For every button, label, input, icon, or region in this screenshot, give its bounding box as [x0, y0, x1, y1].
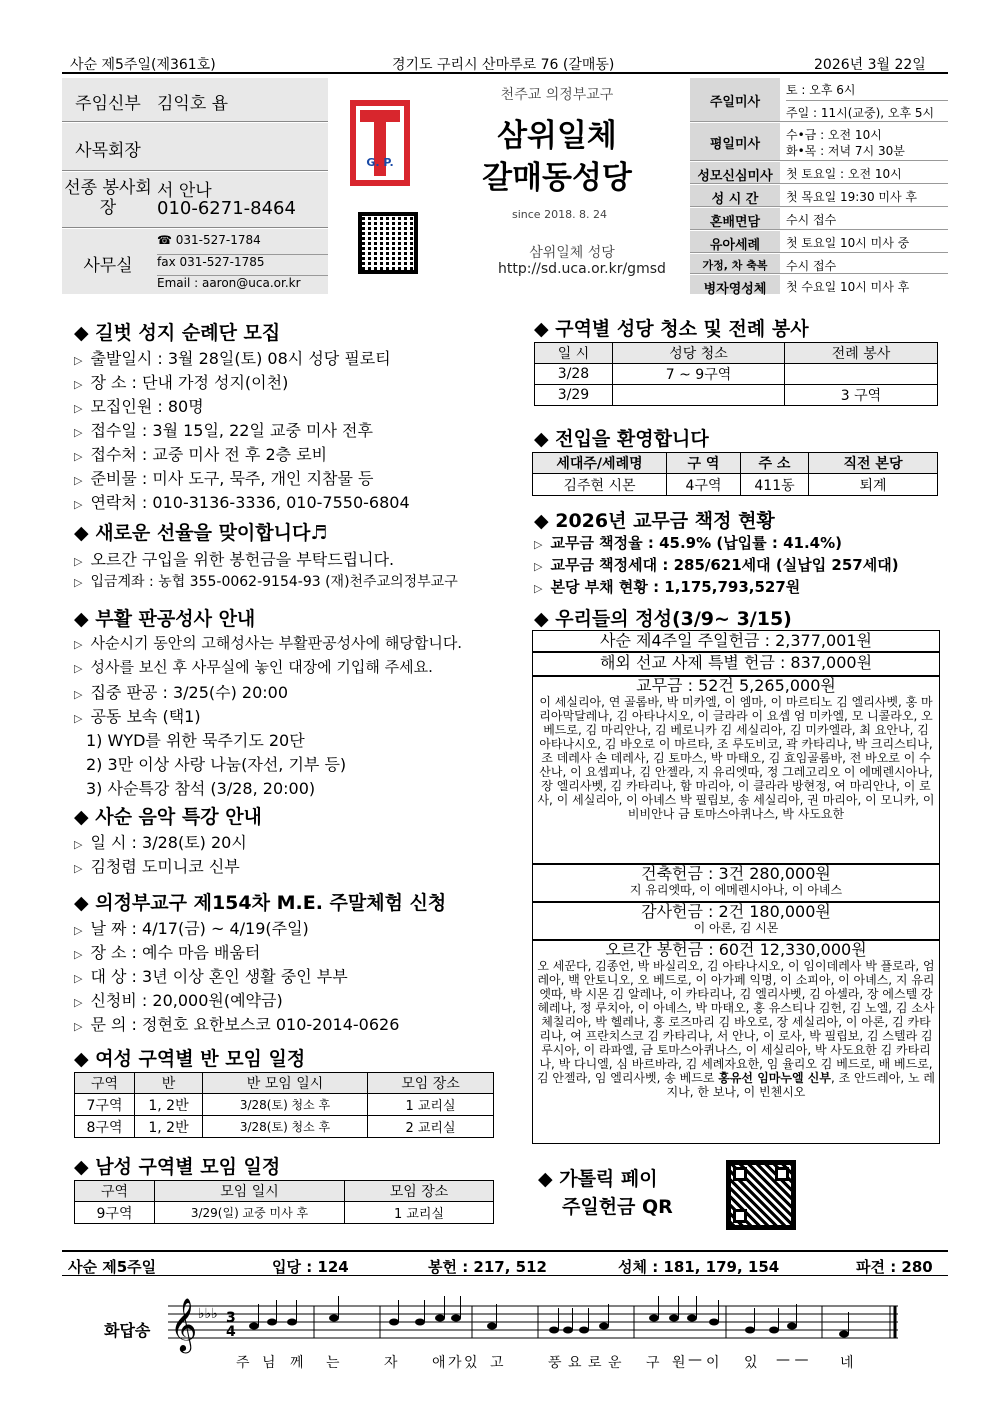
- svg-text:♭♭♭: ♭♭♭: [198, 1306, 218, 1322]
- staff-council: 사목회장: [62, 123, 328, 171]
- offering-title: ◆ 우리들의 정성(3/9~ 3/15): [534, 608, 792, 630]
- since-date: since 2018. 8. 24: [512, 208, 608, 221]
- note-head: [329, 1315, 339, 1322]
- catholic-pay-title: ◆ 가톨릭 페이: [538, 1168, 658, 1190]
- note-head: [745, 1327, 755, 1334]
- header: [62, 78, 948, 297]
- note-head: [549, 1327, 559, 1334]
- diocese-name: 천주교 의정부교구: [500, 87, 614, 103]
- lyric-syllable: 있: [744, 1355, 758, 1371]
- welcome-table: 세대주/세례명 구 역 주 소 직전 본당 김주현 시몬 4구역 411동 퇴계: [532, 452, 938, 496]
- thanks-donors: 감사헌금 : 2건 180,000원 이 아론, 김 시몬: [532, 902, 940, 940]
- building-donors: 건축헌금 : 3건 280,000원 지 유리엣따, 이 에메렌시아나, 이 아녜스: [532, 864, 940, 902]
- lyric-syllable: 고: [490, 1355, 504, 1371]
- organ-item: ▷ 오르간 구입을 위한 봉헌금을 부탁드립니다.: [74, 550, 395, 569]
- lyric-syllable: 자: [384, 1355, 398, 1371]
- lyric-syllable: 님: [262, 1355, 276, 1371]
- table-row: 3/28 7 ~ 9구역: [535, 364, 938, 385]
- table-row: 7구역 1, 2반 3/28(토) 청소 후 1 교리실: [75, 1094, 494, 1116]
- address: 경기도 구리시 산마루로 76 (갈매동): [392, 57, 615, 73]
- parish-name-2: 갈매동성당: [482, 160, 632, 196]
- psalm-staff: [168, 1296, 908, 1356]
- table-row: 3/29 3 구역: [535, 385, 938, 406]
- tithe-title: ◆ 2026년 교무금 책정 현황: [534, 510, 775, 532]
- table-row: 9구역 3/29(일) 교중 미사 후 1 교리실: [75, 1202, 494, 1224]
- lyric-syllable: 애: [432, 1355, 446, 1371]
- parish-logo: G. P.: [350, 100, 410, 186]
- men-meeting-title: ◆ 남성 구역별 모임 일정: [74, 1156, 281, 1178]
- svg-text:𝄞: 𝄞: [170, 1297, 198, 1351]
- note-head: [669, 1315, 679, 1322]
- note-head: [267, 1319, 277, 1326]
- lyric-syllable: 운: [608, 1355, 622, 1371]
- note-head: [787, 1323, 797, 1330]
- mass-schedule: 주일미사 토 : 오후 6시 주일 : 11시(교중), 오후 5시 평일미사 수•금 : 오전 10시 화•목 : 저녁 7시 30분 성모신심미사 첫 토요일 : 오전 10시 성 시 간 첫 목요일 19:30 미사 후 혼배면담 수시 접수 유아세례 첫 토요일 10시 미사 중 가정, 차 축복 수시 접수 병자영성체 첫 수요일 10시 미사 후: [690, 78, 948, 294]
- cleaning-table: 일 시 성당 청소 전례 봉사 3/28 7 ~ 9구역 3/29 3 구역: [534, 342, 938, 406]
- note-head: [451, 1315, 461, 1322]
- organ-donors: 오르간 봉헌금 : 60건 12,330,000원 오 세꾼다, 김종언, 박 바실리오, 김 아타나시오, 이 임이데레사 박 플로라, 엄 레아, 백 안토니오, 오 베드로, 이 아가페 익명, 이 소피아, 이 아녜스, 지 유리엣따, 박 시몬 김 알레나, 이 카타리나, 김 엘리사벳, 김 아셀라, 장 에스텔 강 헤레나, 정 루치아, 이 아녜스, 박 마태오, 홍 유스티나 김헌, 김 노엘, 김 소사체칠리아, 박 헬레나, 홍 로즈마리 김 바오로, 장 세실리아, 이 아론, 김 카타리나, 여 프란치스코 김 카타리나, 서 안나, 이 로사, 박 필립보, 김 스텔라 김 루시아, 이 라파엘, 금 토마스아퀴나스, 이 세실리아, 박 사도요한 김 카타리나, 박 다니엘, 심 바르바라, 김 세례자요한, 임 율리오 김 베드로, 배 베드로, 김 안젤라, 임 엘리사벳, 송 베드로 홍유선 임마누엘 신부, 조 안드레아, 노 레지나, 한 보나, 이 빈첸시오: [532, 940, 940, 1144]
- catholic-pay-subtitle: 주일헌금 QR: [562, 1196, 673, 1218]
- site-name: 삼위일체 성당: [529, 245, 615, 261]
- staff-funeral: 선종 봉사회장 서 안나 010-6271-8464: [62, 172, 328, 228]
- psalm-label: 화답송: [104, 1321, 151, 1340]
- lyric-syllable: 구: [646, 1355, 660, 1371]
- women-meeting-title: ◆ 여성 구역별 반 모임 일정: [74, 1048, 306, 1070]
- men-meeting-table: 구역 모임 일시 모임 장소 9구역 3/29(일) 교중 미사 후 1 교리실: [74, 1180, 494, 1224]
- note-head: [563, 1327, 573, 1334]
- note-head: [687, 1315, 697, 1322]
- note-head: [389, 1319, 399, 1326]
- note-head: [839, 1331, 849, 1338]
- note-head: [487, 1323, 497, 1330]
- site-url[interactable]: http://sd.uca.or.kr/gmsd: [498, 261, 666, 277]
- staff-office: 사무실 ☎ 031-527-1784 fax 031-527-1785 Email : aaron@uca.or.kr: [62, 229, 328, 294]
- lyric-syllable: 로: [588, 1355, 602, 1371]
- organ-account: ▷ 입금계좌 : 농협 355-0062-9154-93 (재)천주교의정부교구: [74, 574, 458, 590]
- lyric-syllable: 풍: [548, 1355, 562, 1371]
- note-head: [415, 1319, 425, 1326]
- women-meeting-table: 구역 반 반 모임 일시 모임 장소 7구역 1, 2반 3/28(토) 청소 후 1 교리실 8구역 1, 2반 3/28(토) 청소 후 2 교리실: [74, 1072, 494, 1138]
- website-qr-code[interactable]: [358, 212, 418, 274]
- tithe-donors: 교무금 : 52건 5,265,000원 이 세실리아, 연 골롬바, 박 미카엘, 이 엠마, 이 마르티노 김 엘리사벳, 홍 마리아막달레나, 김 아타나시오, 이 글라라 이 요셉 엄 미카엘, 모 니콜라오, 오 베드로, 김 마리안나, 김 베로니카 김 세실리아, 김 미카엘라, 최 요안나, 김 아타나시오, 김 바오로 이 마르타, 조 루도비코, 곽 카타리나, 박 크리스티나, 조 데레사 손 데레사, 김 토마스, 박 마태오, 김 효임골롬바, 전 바오로 이 수산나, 이 요셉피나, 김 안젤라, 지 유리엣따, 정 그레고리오 이 에메렌시아나, 장 엘리사벳, 김 카타리나, 함 마리아, 이 클라라 방현정, 여 마리안나, 이 로사, 이 세실리아, 이 아녜스 박 필립보, 송 세실리아, 권 마리아, 이 모니카, 이 비비안나 금 토마스아퀴나스, 박 사도요한: [532, 676, 940, 864]
- mission-offering: 해외 선교 사제 특별 헌금 : 837,000원: [532, 652, 940, 676]
- svg-text:4: 4: [226, 1324, 236, 1340]
- lyric-syllable: 원: [672, 1355, 686, 1371]
- issue-label: 사순 제5주일(제361호): [70, 57, 216, 73]
- table-row: 김주현 시몬 4구역 411동 퇴계: [533, 474, 938, 496]
- music-lecture-title: ◆ 사순 음악 특강 안내: [74, 806, 262, 828]
- lyric-syllable: 께: [290, 1355, 304, 1371]
- staff-pastor: 주임신부 김익호 욥: [62, 78, 328, 122]
- issue-date: 2026년 3월 22일: [814, 57, 926, 73]
- note-head: [579, 1327, 589, 1334]
- top-bar: [62, 52, 948, 74]
- parish-name-1: 삼위일체: [497, 118, 617, 154]
- confession-title: ◆ 부활 판공성사 안내: [74, 608, 256, 630]
- welcome-title: ◆ 전입을 환영합니다: [534, 428, 709, 450]
- svg-text:3: 3: [226, 1310, 236, 1326]
- table-row: 8구역 1, 2반 3/28(토) 청소 후 2 교리실: [75, 1116, 494, 1138]
- cleaning-title: ◆ 구역별 성당 청소 및 전례 봉사: [534, 318, 809, 340]
- note-head: [769, 1327, 779, 1334]
- sunday-offering: 사순 제4주일 주일헌금 : 2,377,001원: [532, 630, 940, 652]
- note-head: [249, 1323, 259, 1330]
- note-head: [287, 1319, 297, 1326]
- pilgrimage-title: ◆ 길벗 성지 순례단 모집: [74, 322, 281, 344]
- me-weekend-title: ◆ 의정부교구 제154차 M.E. 주말체험 신청: [74, 892, 447, 914]
- lyric-syllable: 이: [706, 1355, 720, 1371]
- lyric-syllable: 가: [448, 1355, 462, 1371]
- lyric-syllable: 네: [840, 1355, 854, 1371]
- note-head: [709, 1319, 719, 1326]
- note-head: [599, 1323, 609, 1330]
- lyric-syllable: 는: [326, 1355, 340, 1371]
- note-head: [435, 1315, 445, 1322]
- lyric-syllable: 있: [464, 1355, 478, 1371]
- note-head: [649, 1315, 659, 1322]
- lyric-syllable: 요: [568, 1355, 582, 1371]
- offering-qr-code[interactable]: [726, 1160, 796, 1230]
- lyric-syllable: 주: [236, 1355, 250, 1371]
- organ-title: ◆ 새로운 선율을 맞이합니다♬: [74, 522, 328, 544]
- hymn-numbers: 사순 제5주일 입당 : 124 봉헌 : 217, 512 성체 : 181, 179, 154 파견 : 280: [62, 1250, 948, 1276]
